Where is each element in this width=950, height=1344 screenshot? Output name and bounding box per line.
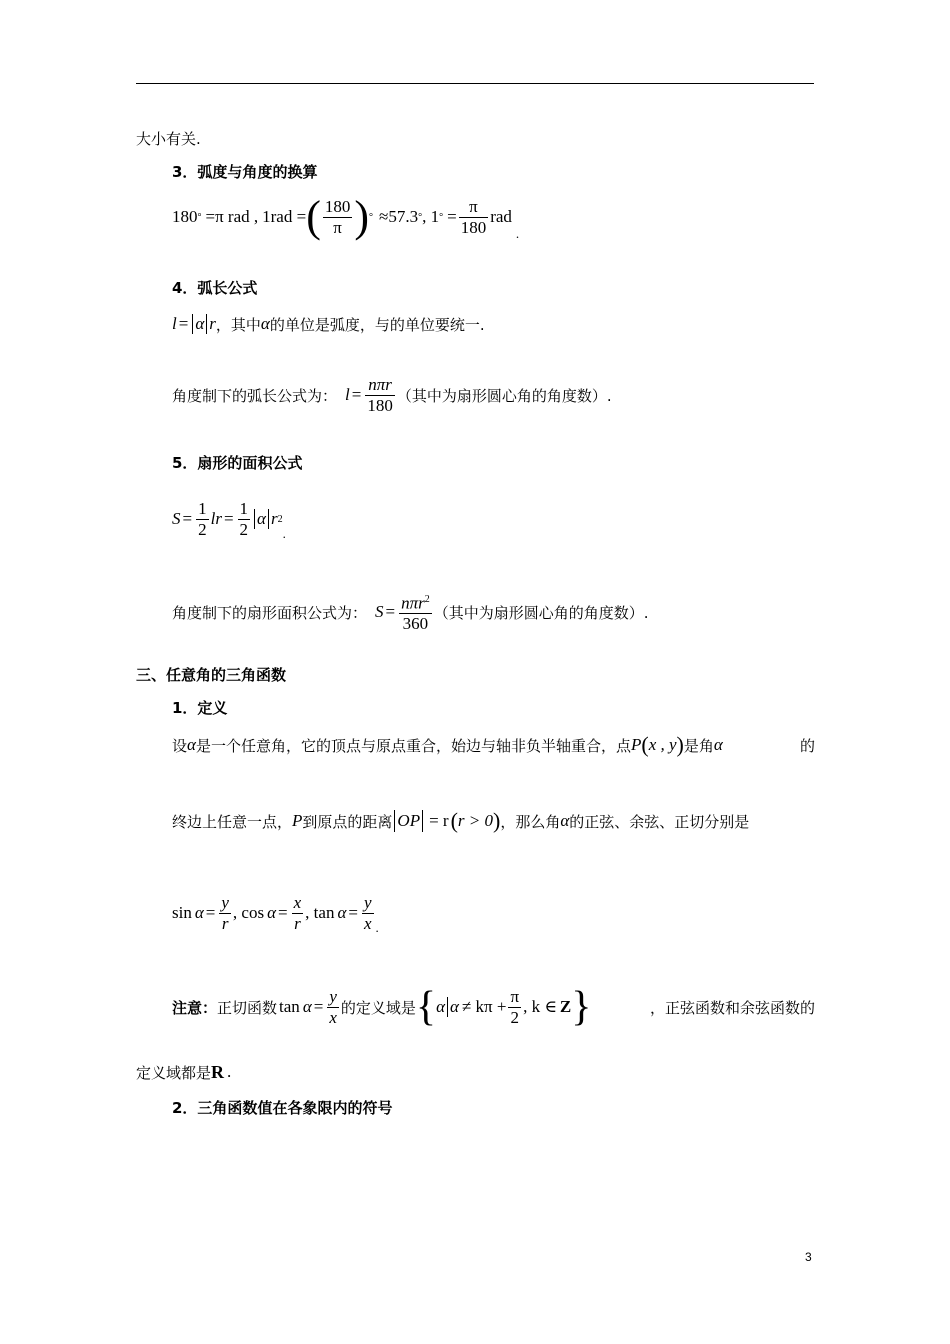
sec4-line1: l = α r ，其中 α 的单位是弧度，与的单位要统一. <box>172 314 485 334</box>
part3-heading: 三、任意角的三角函数 <box>136 666 287 684</box>
def-heading: 1．定义 <box>172 699 228 717</box>
sec5-formula: S = $\frac{1}{2}$ lr = $\frac{1}{2}$ α r 2 . <box>172 498 286 541</box>
sec3-formula: 180 ° =π rad , 1rad = ( $\frac{180}{\pi}$ ) ° ≈57.3 ° , 1 ° = $\frac{\pi}{180}$ rad . <box>172 192 520 241</box>
sector-area-fraction: $\frac{n\pi r^2}{360}$ <box>399 590 432 635</box>
sec5-line2: 角度制下的扇形面积公式为： S = $\frac{n\pi r^2}{360}$ （其中为扇形圆心角的角度数）. <box>172 586 649 638</box>
frac-pi-over-180: $\frac{\pi}{180}$ <box>460 196 487 237</box>
def-line2: 终边上任意一点， P 到原点的距离 OP = r ( r > 0 ) ，那么角 α 的正弦、余弦、正切分别是 <box>172 808 750 833</box>
domain-line: 定义域都是 R . <box>136 1061 232 1082</box>
def-line1: 设 α 是一个任意角，它的顶点与原点重合，始边与轴非负半轴重合，点 P ( x , y ) 是角 α 的 <box>172 732 815 757</box>
sec4-heading: 4．弧长公式 <box>172 279 258 297</box>
frac-180-over-pi: $\frac{180}{\pi}$ <box>324 196 351 237</box>
arc-length-fraction: $\frac{\text{nπr}}{180}$ <box>367 374 393 415</box>
sec5-heading: 5．扇形的面积公式 <box>172 454 303 472</box>
header-rule <box>136 83 814 84</box>
cos-fraction: $\frac{x}{r}$ <box>293 892 302 933</box>
sign-heading: 2．三角函数值在各象限内的符号 <box>172 1099 393 1117</box>
sec4-line2: 角度制下的弧长公式为： l = $\frac{\text{nπr}}{180}$ （其中为扇形圆心角的角度数）. <box>172 374 612 415</box>
page-number: 3 <box>805 1250 812 1264</box>
intro-line: 大小有关. <box>136 130 201 148</box>
sec3-heading: 3．弧度与角度的换算 <box>172 163 318 181</box>
tan-fraction: $\frac{y}{x}$ <box>363 892 372 933</box>
trig-definitions: sin α = $\frac{y}{r}$ , cos α = $\frac{x}{r}$ , tan α = $\frac{y}{x}$ . <box>172 892 379 935</box>
sin-fraction: $\frac{y}{r}$ <box>221 892 229 933</box>
note-line: 注意： 正切函数 tan α = $\frac{y}{x}$ 的定义域是 { α α ≠ kπ + $\frac{\pi}{2}$ , k ∈ Z } ，正弦函数和余弦函数的 <box>172 984 815 1030</box>
